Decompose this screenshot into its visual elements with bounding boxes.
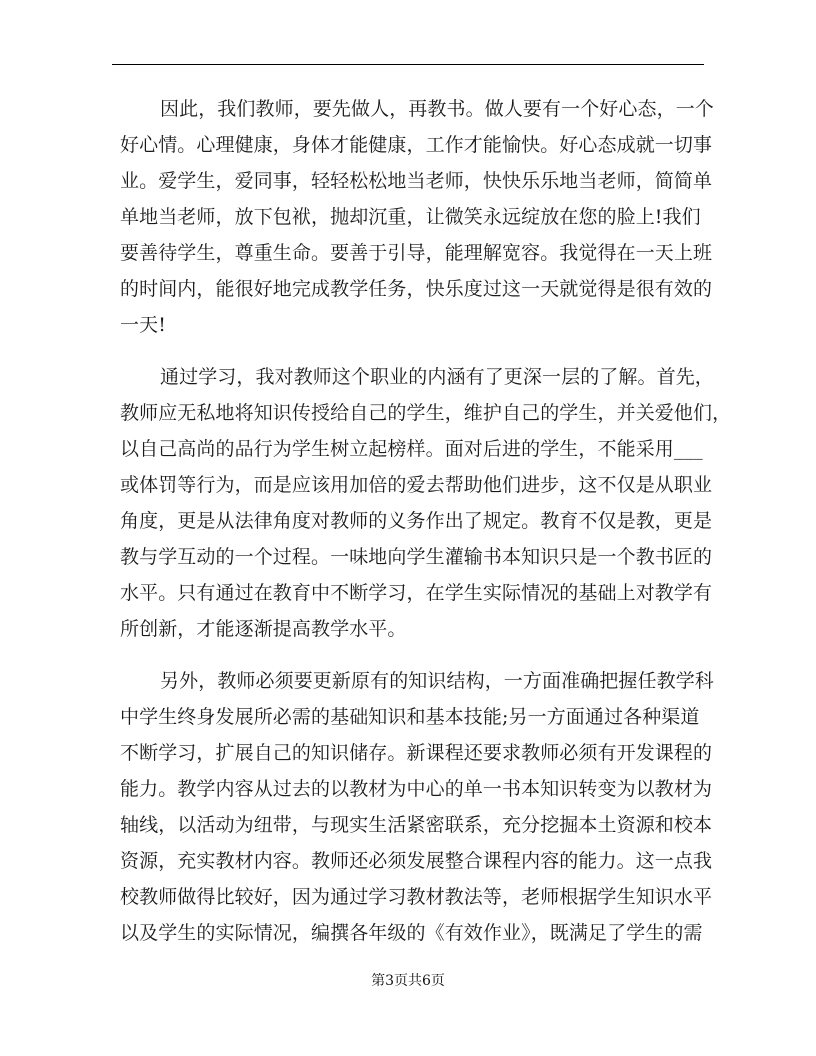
text-line: 业。爱学生，爱同事，轻轻松松地当老师，快快乐乐地当老师，简简单 (120, 170, 713, 192)
text-line: 因此，我们教师，要先做人，再教书。做人要有一个好心态，一个 (160, 98, 714, 120)
text-line: 水平。只有通过在教育中不断学习，在学生实际情况的基础上对教学有 (120, 582, 713, 604)
text-line: 另外，教师必须要更新原有的知识结构，一方面准确把握任教学科 (160, 670, 714, 692)
text-line: 一天! (120, 314, 166, 336)
text-line: 教师应无私地将知识传授给自己的学生，维护自己的学生，并关爱他们， (120, 402, 732, 424)
text-line: 通过学习，我对教师这个职业的内涵有了更深一层的了解。首先， (160, 366, 714, 388)
text-line: 好心情。心理健康，身体才能健康，工作才能愉快。好心态成就一切事 (120, 134, 713, 156)
text-line: 以及学生的实际情况，编撰各年级的《有效作业》，既满足了学生的需 (120, 922, 703, 944)
text-line: 轴线，以活动为纽带，与现实生活紧密联系，充分挖掘本土资源和校本 (120, 814, 713, 836)
text-line: 校教师做得比较好，因为通过学习教材教法等，老师根据学生知识水平 (120, 886, 713, 908)
text-line: 以自己高尚的品行为学生树立起榜样。面对后进的学生，不能采用___ (120, 438, 703, 460)
text-line: 或体罚等行为，而是应该用加倍的爱去帮助他们进步，这不仅是从职业 (120, 474, 713, 496)
text-line: 要善待学生，尊重生命。要善于引导，能理解宽容。我觉得在一天上班 (120, 242, 713, 264)
text-line: 资源，充实教材内容。教师还必须发展整合课程内容的能力。这一点我 (120, 850, 713, 872)
text-line: 能力。教学内容从过去的以教材为中心的单一书本知识转变为以教材为 (120, 778, 713, 800)
page-number: 第3页共6页 (371, 973, 445, 989)
text-line: 中学生终身发展所必需的基础知识和基本技能;另一方面通过各种渠道 (120, 706, 700, 728)
text-line: 角度，更是从法律角度对教师的义务作出了规定。教育不仅是教，更是 (120, 510, 713, 532)
text-line: 教与学互动的一个过程。一味地向学生灌输书本知识只是一个教书匠的 (120, 546, 713, 568)
text-line: 所创新，才能逐渐提高教学水平。 (120, 618, 407, 640)
text-line: 不断学习，扩展自己的知识储存。新课程还要求教师必须有开发课程的 (120, 742, 713, 764)
text-line: 单地当老师，放下包袱，抛却沉重，让微笑永远绽放在您的脸上!我们 (120, 206, 701, 228)
text-line: 的时间内，能很好地完成教学任务，快乐度过这一天就觉得是很有效的 (120, 278, 713, 300)
header-rule (112, 64, 704, 65)
